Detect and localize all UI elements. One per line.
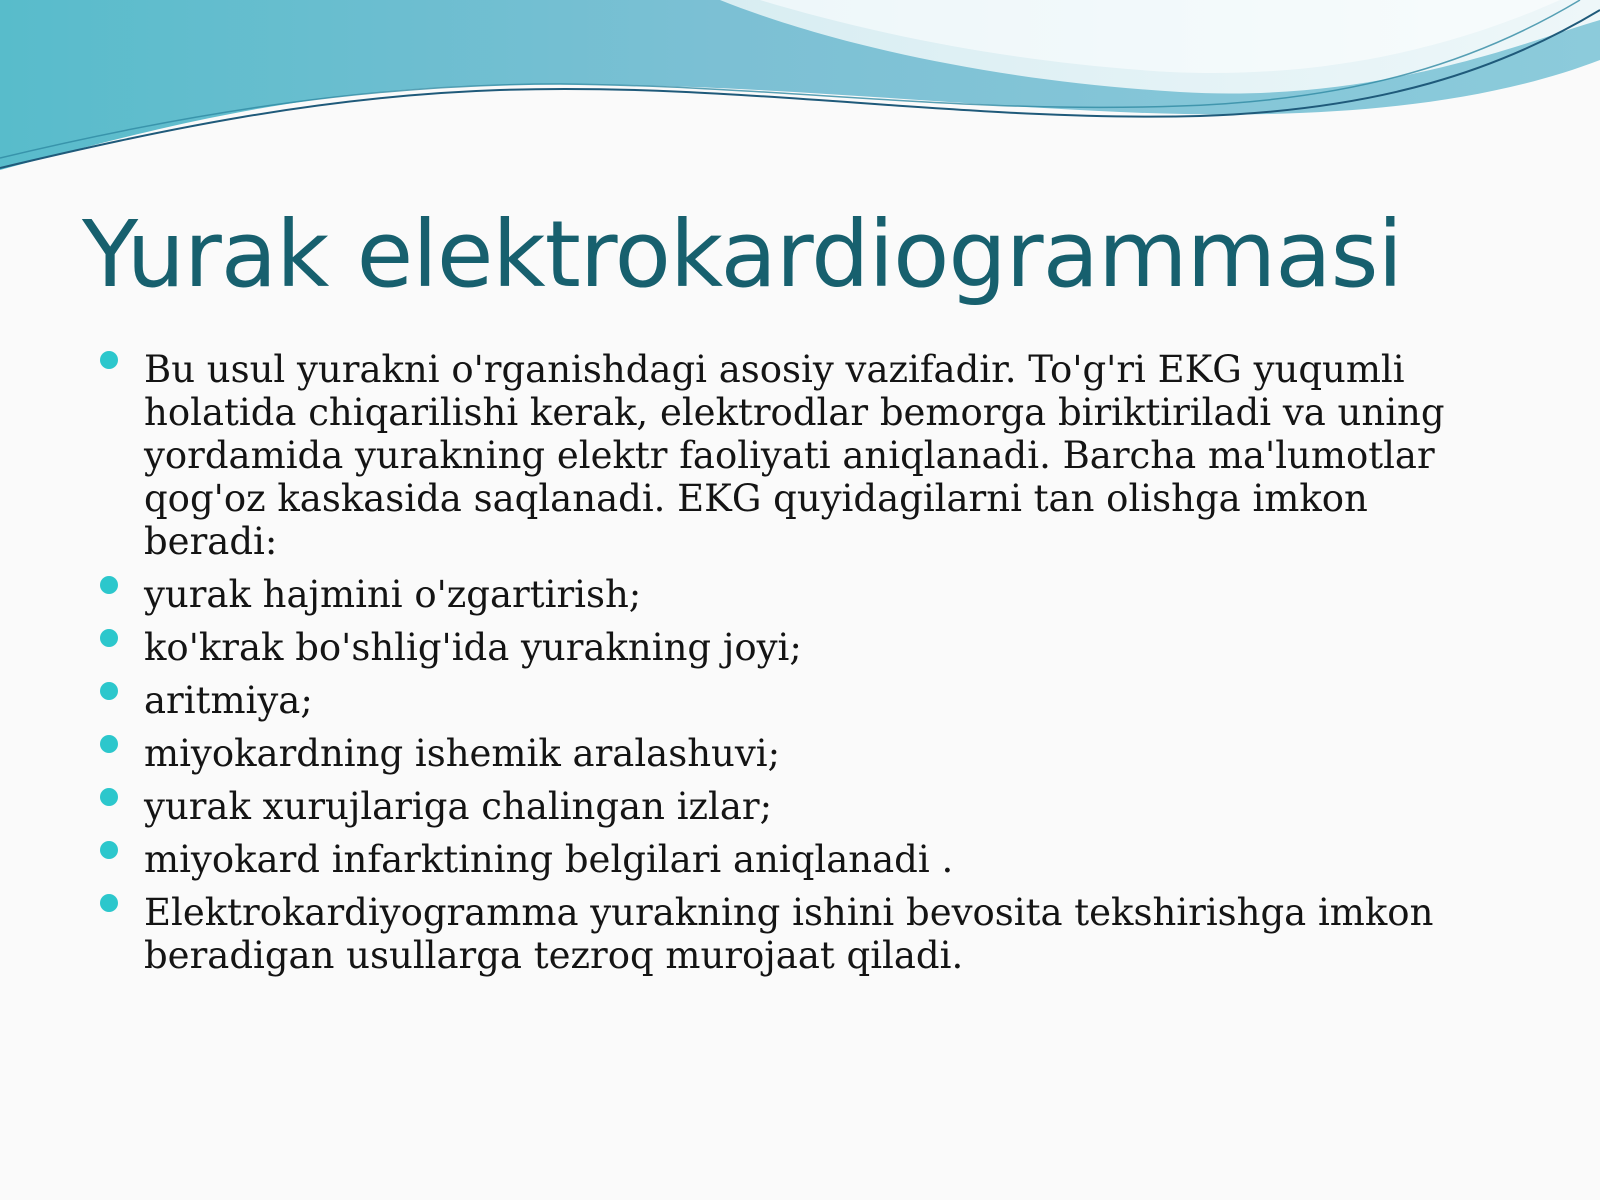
- header-wave-decoration: [0, 0, 1600, 200]
- bullet-dot-icon: [100, 351, 118, 369]
- bullet-dot-icon: [100, 841, 118, 859]
- bullet-item: [98, 626, 1498, 669]
- bullet-text: ko'krak bo'shlig'ida yurakning joyi;: [144, 626, 802, 669]
- bullet-item: [98, 838, 1498, 881]
- bullet-text: aritmiya;: [144, 679, 313, 722]
- bullet-item: [98, 348, 1498, 563]
- bullet-item: [98, 785, 1498, 828]
- bullet-text: miyokardning ishemik aralashuvi;: [144, 732, 781, 775]
- bullet-text: Bu usul yurakni o'rganishdagi asosiy vazifadir. To'g'ri EKG yuqumli holatida chiqarilishi kerak, elektrodlar bemorga biriktiriladi va uning yordamida yurakning elektr faoliyati aniqlanadi. Barcha ma'lumotlar qog'oz kaskasida saqlanadi. EKG quyidagilarni tan olishga imkon beradi:: [144, 348, 1445, 563]
- bullet-item: [98, 679, 1498, 722]
- bullet-item: [98, 891, 1498, 977]
- bullet-dot-icon: [100, 629, 118, 647]
- bullet-dot-icon: [100, 894, 118, 912]
- bullet-dot-icon: [100, 735, 118, 753]
- bullet-dot-icon: [100, 682, 118, 700]
- bullet-list: [98, 348, 1498, 987]
- bullet-dot-icon: [100, 576, 118, 594]
- bullet-item: [98, 573, 1498, 616]
- bullet-item: [98, 732, 1498, 775]
- bullet-dot-icon: [100, 788, 118, 806]
- bullet-text: yurak hajmini o'zgartirish;: [144, 573, 642, 616]
- slide-title: Yurak elektrokardiogrammasi: [82, 201, 1403, 308]
- bullet-text: Elektrokardiyogramma yurakning ishini bevosita tekshirishga imkon beradigan usullarga tezroq murojaat qiladi.: [144, 891, 1434, 977]
- bullet-text: yurak xurujlariga chalingan izlar;: [144, 785, 773, 828]
- bullet-text: miyokard infarktining belgilari aniqlanadi .: [144, 838, 954, 881]
